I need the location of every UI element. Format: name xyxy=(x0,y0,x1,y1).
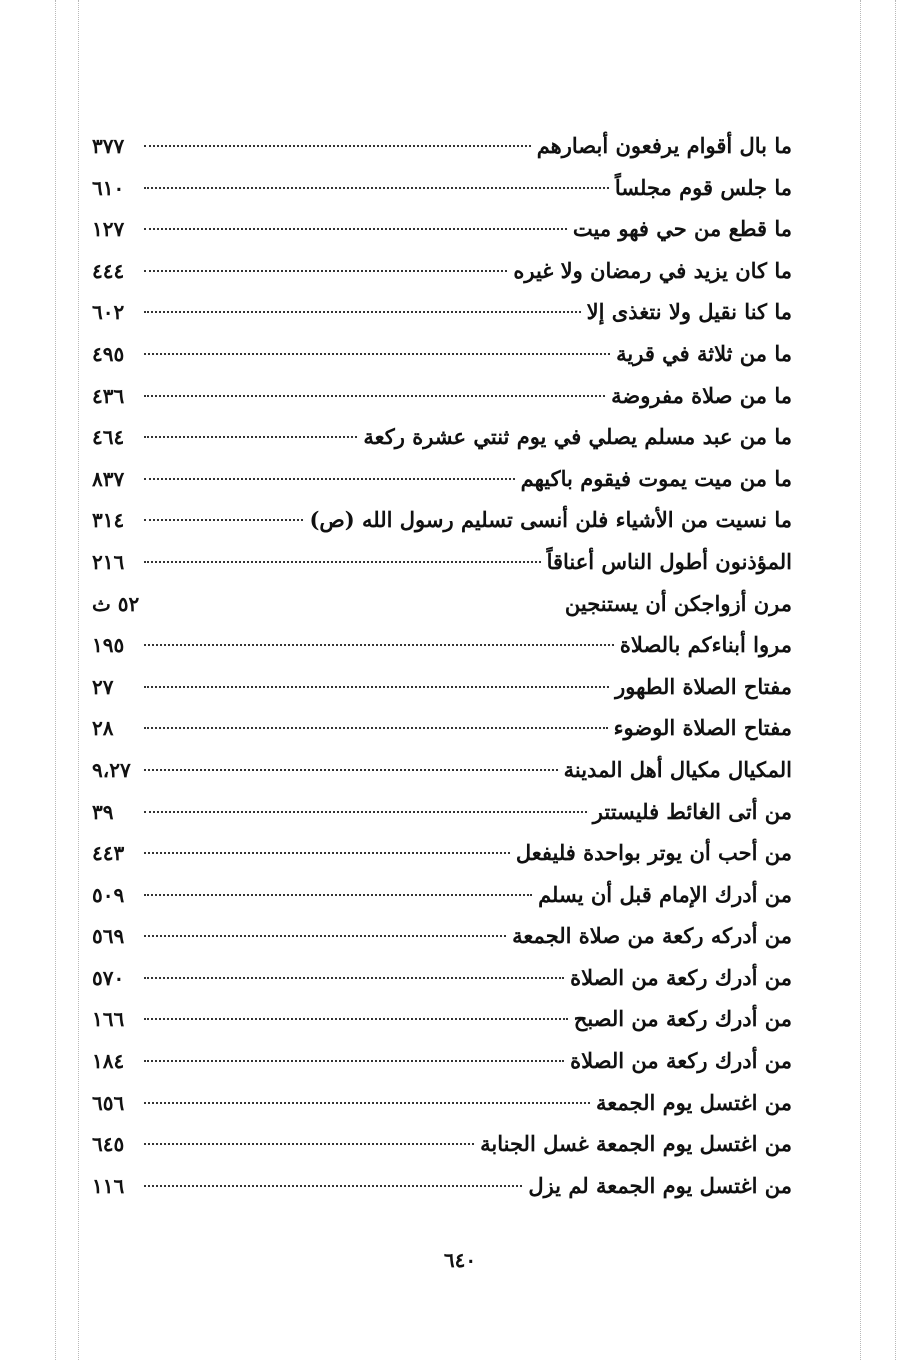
entry-text: ما كان يزيد في رمضان ولا غيره xyxy=(513,257,792,283)
index-entry xyxy=(92,458,792,500)
right-margin-line xyxy=(860,0,861,1360)
entry-text: ما كنا نقيل ولا نتغذى إلا xyxy=(586,299,792,325)
index-entry xyxy=(92,624,792,666)
page-reference: ٥٠٩ xyxy=(92,882,125,907)
index-entry xyxy=(92,1123,792,1165)
dot-leader xyxy=(144,935,506,937)
entry-text: مفتاح الصلاة الوضوء xyxy=(613,715,792,741)
page-number: ٦٤٠ xyxy=(443,1248,477,1272)
index-entry xyxy=(92,1082,792,1124)
index-entry xyxy=(92,791,792,833)
dot-leader xyxy=(144,311,581,313)
dot-leader xyxy=(144,1143,474,1145)
entry-text: مرن أزواجكن أن يستنجين xyxy=(564,590,792,616)
entry-text: ما من صلاة مفروضة xyxy=(611,382,792,408)
page-reference: ٤٦٤ xyxy=(92,425,125,450)
page-reference: ١٩٥ xyxy=(92,633,125,658)
entry-text: ما بال أقوام يرفعون أبصارهم xyxy=(536,133,792,158)
page-reference: ٣١٤ xyxy=(92,508,125,533)
dot-leader xyxy=(144,228,567,230)
dot-leader xyxy=(144,727,608,729)
index-entry xyxy=(92,416,792,458)
dot-leader xyxy=(144,769,558,771)
dot-leader xyxy=(144,353,610,355)
dot-leader xyxy=(144,187,609,189)
page-reference: ١٢٧ xyxy=(92,217,125,242)
index-entry xyxy=(92,957,792,999)
index-entry xyxy=(92,291,792,333)
entry-text: ما جلس قوم مجلساً xyxy=(614,174,792,200)
index-entry xyxy=(92,1040,792,1082)
entry-text: ما نسيت من الأشياء فلن أنسى تسليم رسول الله (ص) xyxy=(309,507,792,533)
index-entry xyxy=(92,250,792,292)
index-entry xyxy=(92,125,792,167)
page-reference: ١٦٦ xyxy=(92,1007,125,1032)
dot-leader xyxy=(144,436,357,438)
dot-leader xyxy=(145,603,559,605)
index-entry xyxy=(92,167,792,209)
dot-leader xyxy=(144,561,541,563)
entry-text: ما من ثلاثة في قرية xyxy=(616,340,792,366)
entry-text: المكيال مكيال أهل المدينة xyxy=(563,756,792,782)
page-reference: ٥٢ ث xyxy=(92,591,140,616)
dot-leader xyxy=(144,852,510,854)
entry-text: من أتى الغائط فليستتر xyxy=(592,798,792,824)
page-reference: ١١٦ xyxy=(92,1173,125,1198)
page-reference: ٢٨ xyxy=(92,716,114,741)
index-entry xyxy=(92,749,792,791)
entry-text: من أدرك ركعة من الصلاة xyxy=(570,964,792,990)
page-reference: ٨٣٧ xyxy=(92,466,125,491)
index-entry xyxy=(92,541,792,583)
index-entry xyxy=(92,1165,792,1207)
index-entry xyxy=(92,333,792,375)
entry-text: من اغتسل يوم الجمعة لم يزل xyxy=(528,1172,792,1198)
entry-text: من أدرك ركعة من الصبح xyxy=(573,1006,792,1032)
entry-text: من أدركه ركعة من صلاة الجمعة xyxy=(512,923,792,949)
dot-leader xyxy=(144,686,609,688)
page-reference: ٣٧٧ xyxy=(92,134,125,158)
right-margin-line-outer xyxy=(895,0,896,1360)
index-entry xyxy=(92,208,792,250)
dot-leader xyxy=(144,1102,590,1104)
dot-leader xyxy=(144,1185,522,1187)
index-entry xyxy=(92,666,792,708)
index-entry xyxy=(92,874,792,916)
entry-text: مفتاح الصلاة الطهور xyxy=(615,673,792,699)
page-reference: ٤٣٦ xyxy=(92,383,125,408)
index-entry xyxy=(92,707,792,749)
entry-text: من أدرك ركعة من الصلاة xyxy=(570,1048,792,1074)
index-entry xyxy=(92,998,792,1040)
entry-text: من اغتسل يوم الجمعة xyxy=(596,1089,792,1115)
page-reference: ٤٩٥ xyxy=(92,341,125,366)
index-list xyxy=(92,125,792,1206)
page-reference: ٤٤٤ xyxy=(92,258,125,283)
entry-text: ما قطع من حي فهو ميت xyxy=(572,216,792,242)
index-entry xyxy=(92,832,792,874)
page-reference: ٤٤٣ xyxy=(92,841,125,866)
page-reference: ٦٥٦ xyxy=(92,1090,125,1115)
page-reference: ٦٠٢ xyxy=(92,300,125,325)
page-reference: ٥٦٩ xyxy=(92,924,125,949)
entry-text: من أحب أن يوتر بواحدة فليفعل xyxy=(515,840,792,866)
entry-text: ما من عبد مسلم يصلي في يوم ثنتي عشرة ركعة xyxy=(363,424,792,450)
index-entry xyxy=(92,583,792,625)
dot-leader xyxy=(144,811,587,813)
index-entry xyxy=(92,375,792,417)
dot-leader xyxy=(144,894,532,896)
dot-leader xyxy=(144,270,507,272)
page-reference: ٥٧٠ xyxy=(92,965,125,990)
left-margin-line xyxy=(55,0,56,1360)
page-reference: ٢١٦ xyxy=(92,549,125,574)
dot-leader xyxy=(144,395,605,397)
entry-text: من اغتسل يوم الجمعة غسل الجنابة xyxy=(480,1131,792,1157)
page-reference: ٣٩ xyxy=(92,799,114,824)
dot-leader xyxy=(144,644,614,646)
index-entry xyxy=(92,499,792,541)
index-entry xyxy=(92,915,792,957)
dot-leader xyxy=(144,519,303,521)
dot-leader xyxy=(144,145,531,147)
dot-leader xyxy=(144,1018,568,1020)
dot-leader xyxy=(144,478,515,480)
dot-leader xyxy=(144,1060,564,1062)
page-reference: ٩،٢٧ xyxy=(92,757,131,782)
dot-leader xyxy=(144,977,564,979)
page-reference: ١٨٤ xyxy=(92,1049,125,1074)
page-reference: ٦٤٥ xyxy=(92,1132,125,1157)
entry-text: مروا أبناءكم بالصلاة xyxy=(619,632,792,658)
entry-text: من أدرك الإمام قبل أن يسلم xyxy=(538,881,792,907)
entry-text: المؤذنون أطول الناس أعناقاً xyxy=(546,548,792,574)
page-reference: ٢٧ xyxy=(92,674,114,699)
left-margin-line-inner xyxy=(78,0,79,1360)
page-reference: ٦١٠ xyxy=(92,175,125,200)
entry-text: ما من ميت يموت فيقوم باكيهم xyxy=(520,465,792,491)
